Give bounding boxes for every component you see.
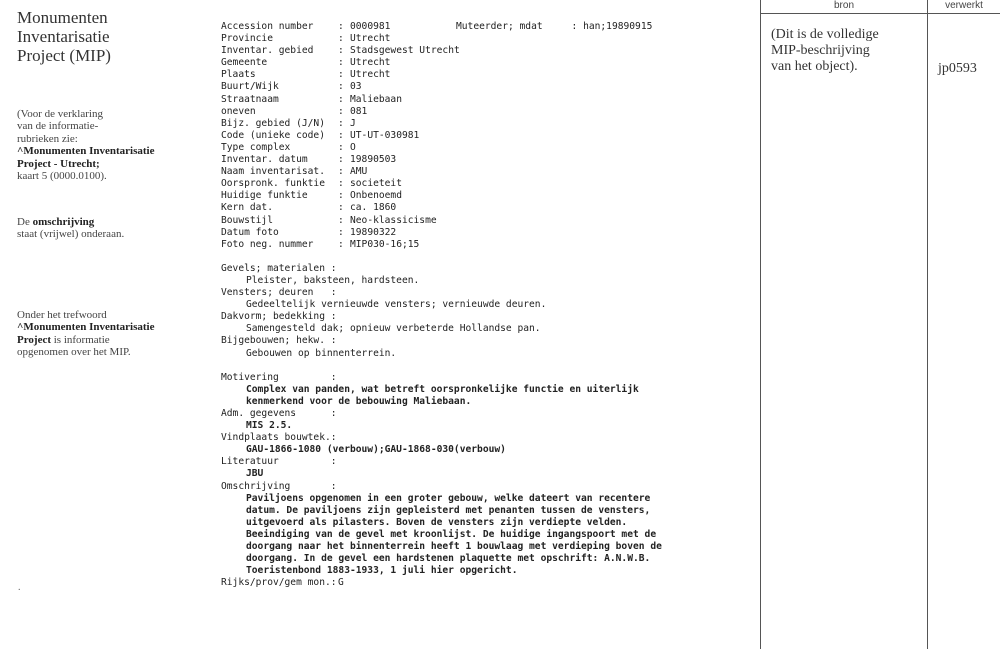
field-value: societeit [350,178,402,190]
sidebar-title-line: Project (MIP) [17,46,111,65]
field-value: MIP030-16;15 [350,238,420,250]
section-label: Dakvorm; bedekking : [221,311,337,323]
field-value: ca. 1860 [350,202,397,214]
description-text [221,493,756,578]
section-label: Bijgebouwen; hekw. : [221,335,337,347]
sidebar-title-line: Monumenten [17,8,108,27]
field-separator: : [338,214,344,226]
field-row [221,178,756,190]
section-label: Motivering : [221,371,337,383]
field-label: Straatnaam [221,93,279,105]
field-label: Code (unieke code) [221,129,325,141]
field-row [221,577,756,589]
sidebar-title-line: Inventarisatie [17,27,110,46]
field-row [221,202,756,214]
field-value: Utrecht [350,69,391,81]
field-value: J [350,117,356,129]
field-value: Stadsgewest Utrecht [350,45,460,57]
field-row [221,33,756,45]
field-value: Utrecht [350,57,391,69]
description-line: doorgang naar het binnenterrein heeft 1 bouwlaag met verdieping boven de [246,541,662,553]
field-separator: : [338,81,344,93]
note-line: staat (vrijwel) onderaan. [17,228,125,241]
field-separator: : [338,190,344,202]
section-label: Vensters; deuren : [221,287,337,299]
field-row [221,130,756,142]
description-line: Beeindiging van de gevel met kroonlijst. De huidige ingangspoort met de [246,528,657,540]
field-row [221,154,756,166]
field-separator: : [338,238,344,250]
stray-mark: . [18,582,21,593]
field-row [221,106,756,118]
field-row [221,69,756,81]
field-label: Inventar. gebied [221,45,314,57]
field-label: Type complex [221,141,291,153]
field-value: Onbenoemd [350,190,402,202]
field-separator: : [338,178,344,190]
info-note [17,108,177,182]
field-separator: : [338,93,344,105]
section-text: Samengesteld dak; opnieuw verbeterde Hollandse pan. [246,323,541,335]
field-row [221,45,756,57]
field-separator: : [338,166,344,178]
field-label: Plaats [221,69,256,81]
field-value: 081 [350,105,368,117]
bron-line: van het object). [771,59,858,74]
field-value: Maliebaan [350,93,402,105]
description-line: Paviljoens opgenomen in een groter gebouw, welke dateert van recentere [246,492,651,504]
field-separator: : [338,129,344,141]
field-value: 0000981 [350,21,391,32]
keyword-note [17,309,177,359]
field-row [221,118,756,130]
field-label: Bijz. gebied (J/N) [221,117,325,129]
field-label: Datum foto [221,226,279,238]
field-row [221,142,756,154]
section-text: Pleister, baksteen, hardsteen. [246,274,420,286]
column-divider [927,0,928,649]
field-row [221,57,756,69]
field-separator: : [338,154,344,166]
verwerkt-code: jp0593 [938,61,977,76]
record-sheet [221,21,756,589]
field-separator: : [338,105,344,117]
field-label: oneven [221,105,256,117]
field-separator: : [338,45,344,57]
field-label: Inventar. datum [221,154,308,166]
note-reference-link: ^Monumenten Inventarisatie [17,321,155,334]
field-separator: : [338,226,344,238]
field-value: Neo-klassicisme [350,214,437,226]
field-list [221,21,756,251]
section-text: kenmerkend voor de bebouwing Maliebaan. [246,395,472,407]
field-label: Buurt/Wijk [221,81,279,93]
section-text: Complex van panden, wat betreft oorspronkelijke functie en uiterlijk [246,383,639,395]
section-label: Gevels; materialen : [221,262,337,274]
field-separator: : [338,141,344,153]
field-row [221,215,756,227]
mutation-info: Muteerder; mdat : han;19890915 [456,21,653,32]
field-separator: : [338,33,344,45]
bron-column-header: bron [833,0,854,11]
field-label: Provincie [221,33,273,45]
field-label: Gemeente [221,57,268,69]
note-line: van de informatie- [17,120,99,133]
field-label: Oorspronk. funktie [221,178,325,190]
description-line: uitgevoerd als pilasters. Boven de vensters zijn verdiepte velden. [246,516,628,528]
field-value: 19890322 [350,226,397,238]
field-label: Kern dat. [221,202,273,214]
note-line: rubrieken zie: [17,132,78,145]
field-value: O [350,141,356,153]
section-label: Literatuur : [221,456,337,468]
field-row [221,190,756,202]
field-separator: : [338,202,344,214]
section-text: JBU [246,468,264,480]
field-row [221,94,756,106]
note-keyword: omschrijving [32,216,95,228]
description-line: datum. De paviljoens zijn gepleisterd met penanten tussen de vensters, [246,504,651,516]
section-label: Adm. gegevens : [221,408,337,419]
section-label: Omschrijving : [221,480,337,492]
description-line: doorgang. In de gevel een hardstenen plaquette met opschrift: A.N.W.B. [246,553,651,565]
field-row [221,227,756,239]
bron-note [771,27,879,75]
header-divider [760,13,1000,14]
field-label: Naam inventarisat. [221,166,325,178]
field-value: 19890503 [350,154,397,166]
section-text: Gedeeltelijk vernieuwde vensters; vernieuwde deuren. [246,299,547,311]
note-text: is informatie [51,333,110,346]
bron-line: MIP-beschrijving [771,43,870,58]
field-row [221,21,756,33]
sidebar-title [17,8,177,65]
field-row [221,166,756,178]
bron-line: (Dit is de volledige [771,27,879,42]
note-line: kaart 5 (0000.0100). [17,170,107,183]
section-text: MIS 2.5. [246,420,293,432]
field-value: UT-UT-030981 [350,129,420,141]
field-label: Bouwstijl [221,214,273,226]
field-separator: : [338,117,344,129]
field-value: AMU [350,166,368,178]
note-keyword: Project [17,333,51,346]
field-value: 03 [350,81,362,93]
field-separator: : [338,57,344,69]
section-text: Gebouwen op binnenterrein. [246,347,397,359]
note-reference-link: Project - Utrecht; [17,157,100,170]
field-separator: : [338,21,344,32]
description-line: Toeristenbond 1883-1933, 1 juli hier opgericht. [246,565,518,577]
field-value: Utrecht [350,33,391,45]
note-line: (Voor de verklaring [17,108,103,120]
note-reference-link: ^Monumenten Inventarisatie [17,145,155,158]
field-label: Rijks/prov/gem mon.: [221,577,337,589]
field-label: Huidige funktie [221,190,308,202]
field-label: Accession number [221,21,314,32]
note-text: De [17,216,33,228]
field-value: G [338,577,344,589]
note-line: Onder het trefwoord [17,309,107,321]
column-divider [760,0,761,649]
verwerkt-column-header: verwerkt [945,0,983,11]
field-row [221,239,756,251]
section-text: GAU-1866-1080 (verbouw);GAU-1868-030(verbouw) [246,444,506,456]
section-label: Vindplaats bouwtek.: [221,432,337,444]
note-line: opgenomen over het MIP. [17,346,131,359]
field-label: Foto neg. nummer [221,238,314,250]
field-separator: : [338,69,344,81]
field-row [221,81,756,93]
description-note [17,216,177,241]
